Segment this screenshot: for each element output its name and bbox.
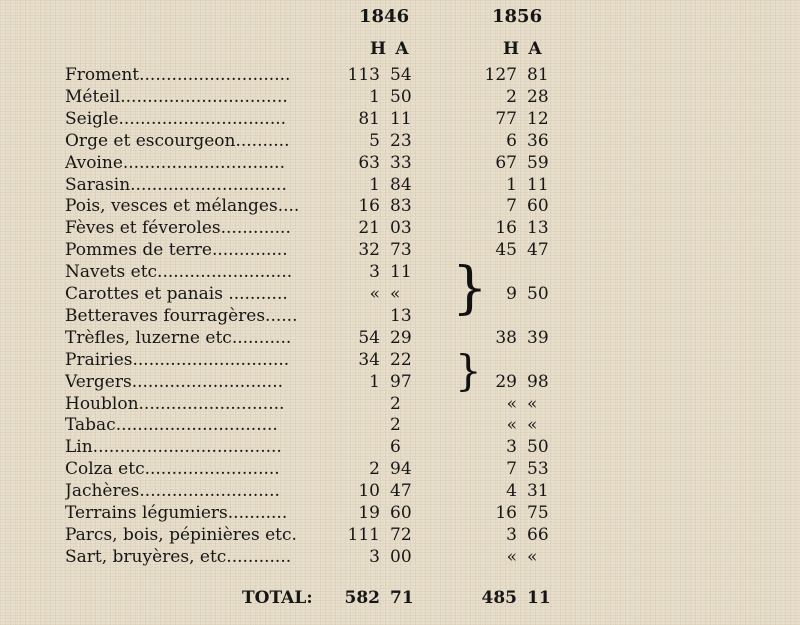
ares-1846-cell: 33 [390,152,412,173]
crop-label: Navets etc......................... [65,262,293,283]
hectares-1846-cell: 10 [358,481,380,502]
total-ares-1846: 71 [390,588,414,608]
crop-label: Méteil............................... [65,86,288,107]
ares-1846-cell: 29 [390,327,412,348]
hectares-header-1846: H [369,39,387,59]
ares-1846-cell: 60 [390,503,412,523]
table-row [0,195,800,217]
hectares-1846-cell: « [369,284,380,304]
hectares-1846-cell: 1 [369,174,380,195]
table-row [0,152,800,174]
ares-header-1856: A [528,39,542,59]
hectares-1846-cell: 2 [369,459,380,480]
table-row [0,524,800,546]
table-row [0,239,800,261]
hectares-1856-cell: 16 [495,218,517,239]
hectares-1846-cell: 111 [347,524,380,545]
hectares-1856-cell: 67 [495,152,517,173]
ares-1846-cell: 84 [390,174,412,195]
ares-1856-cell: 31 [527,481,549,502]
ares-1846-cell: 6 [390,437,401,458]
crop-label: Parcs, bois, pépinières etc. [65,524,297,545]
ares-1856-cell: 50 [527,437,549,458]
crop-label: Sart, bruyères, etc............ [65,546,292,567]
table-row [0,371,800,393]
crop-label: Froment............................ [65,65,291,85]
crop-label: Trèfles, luzerne etc........... [65,327,292,348]
brace-roots-group: } [452,256,488,321]
ares-1856-cell: « [527,393,538,414]
ares-1856-cell: 98 [527,371,549,392]
ares-1856-cell: 60 [527,196,549,217]
ares-1846-cell: 00 [390,546,412,567]
hectares-1856-cell: 9 [506,284,517,304]
table-row [0,283,800,305]
ares-1856-cell: « [527,546,538,567]
table-row [0,174,800,196]
ares-1846-cell: 2 [390,415,401,436]
table-row [0,327,800,349]
ares-1846-cell: 72 [390,524,412,545]
table-row [0,305,800,327]
hectares-1846-cell: 34 [358,349,380,370]
table-row [0,261,800,283]
hectares-1856-cell: 7 [506,459,517,480]
ares-1856-cell: 28 [527,86,549,107]
hectares-1856-cell: 38 [495,327,517,348]
table-row [0,130,800,152]
crop-label: Houblon........................... [65,393,285,414]
hectares-1846-cell: 5 [369,130,380,151]
hectares-1846-cell: 1 [369,371,380,392]
hectares-1846-cell: 63 [358,152,380,173]
ares-1856-cell: 47 [527,240,549,261]
year-1856-header: 1856 [492,6,543,27]
ares-1856-cell: 50 [527,284,549,304]
ares-1846-cell: 13 [390,305,412,326]
ares-1846-cell: 11 [390,108,412,129]
crop-label: Lin................................... [65,437,282,458]
ares-1856-cell: 75 [527,503,549,523]
ares-1846-cell: 94 [390,459,412,480]
hectares-1856-cell: 16 [495,503,517,523]
hectares-1846-cell: 54 [358,327,380,348]
crop-label: Orge et escourgeon.......... [65,130,290,151]
ares-1856-cell: 81 [527,65,549,85]
hectares-1846-cell: 3 [369,546,380,567]
crop-label: Fèves et féveroles............. [65,218,291,239]
total-ares-1856: 11 [527,588,551,608]
hectares-1856-cell: 7 [506,196,517,217]
table-row [0,458,800,480]
hectares-1856-cell: 3 [506,524,517,545]
ares-1846-cell: 54 [390,65,412,85]
crop-label: Jachères.......................... [65,481,280,502]
ares-1846-cell: « [390,284,401,304]
ares-1856-cell: « [527,415,538,436]
crop-label: Carottes et panais ........... [65,284,288,304]
ares-1856-cell: 53 [527,459,549,480]
hectares-1846-cell: 81 [358,108,380,129]
hectares-1856-cell: « [506,393,517,414]
hectares-1856-cell: 45 [495,240,517,261]
ares-1856-cell: 59 [527,152,549,173]
ares-1846-cell: 83 [390,196,412,217]
year-1846-header: 1846 [359,6,410,27]
table-row [0,480,800,502]
hectares-1846-cell: 32 [358,240,380,261]
hectares-1856-cell: 1 [506,174,517,195]
ares-1846-cell: 97 [390,371,412,392]
hectares-1846-cell: 16 [358,196,380,217]
table-row [0,217,800,239]
crop-label: Tabac.............................. [65,415,278,436]
table-row [0,414,800,436]
table-row [0,86,800,108]
hectares-1856-cell: 127 [484,65,517,85]
hectares-1856-cell: 6 [506,130,517,151]
ares-1846-cell: 22 [390,349,412,370]
hectares-1856-cell: 3 [506,437,517,458]
crop-label: Sarasin............................. [65,174,287,195]
hectares-header-1856: H [502,39,520,59]
table-row [0,108,800,130]
table-row [0,502,800,524]
crop-label: Colza etc......................... [65,459,280,480]
hectares-1856-cell: « [506,546,517,567]
ares-1846-cell: 03 [390,218,412,239]
crop-label: Avoine.............................. [65,152,285,173]
ares-1846-cell: 23 [390,130,412,151]
hectares-1856-cell: « [506,415,517,436]
hectares-1846-cell: 113 [347,65,380,85]
hectares-1856-cell: 2 [506,86,517,107]
hectares-1846-cell: 19 [358,503,380,523]
total-hectares-1846: 582 [344,588,380,608]
ares-1856-cell: 11 [527,174,549,195]
hectares-1856-cell: 4 [506,481,517,502]
hectares-1846-cell: 3 [369,262,380,283]
ares-1856-cell: 39 [527,327,549,348]
crop-label: Pois, vesces et mélanges.... [65,196,300,217]
brace-meadows-group: } [455,346,482,395]
table-row [0,64,800,86]
ares-1846-cell: 50 [390,86,412,107]
table-row [0,349,800,371]
hectares-1846-cell: 1 [369,86,380,107]
crop-label: Betteraves fourragères...... [65,305,298,326]
table-row [0,436,800,458]
hectares-1846-cell: 21 [358,218,380,239]
ares-1846-cell: 2 [390,393,401,414]
ares-1856-cell: 12 [527,108,549,129]
total-label: TOTAL: [242,588,313,608]
ares-header-1846: A [395,39,409,59]
ares-1856-cell: 13 [527,218,549,239]
ares-1856-cell: 66 [527,524,549,545]
ares-1846-cell: 11 [390,262,412,283]
crop-label: Terrains légumiers........... [65,503,288,523]
table-row [0,546,800,568]
ares-1846-cell: 73 [390,240,412,261]
crop-label: Vergers............................ [65,371,284,392]
ares-1856-cell: 36 [527,130,549,151]
ares-1846-cell: 47 [390,481,412,502]
table-row [0,393,800,415]
crop-label: Seigle............................... [65,108,287,129]
hectares-1856-cell: 29 [495,371,517,392]
total-hectares-1856: 485 [481,588,517,608]
hectares-1856-cell: 77 [495,108,517,129]
crop-label: Pommes de terre.............. [65,240,288,261]
crop-label: Prairies............................. [65,349,290,370]
